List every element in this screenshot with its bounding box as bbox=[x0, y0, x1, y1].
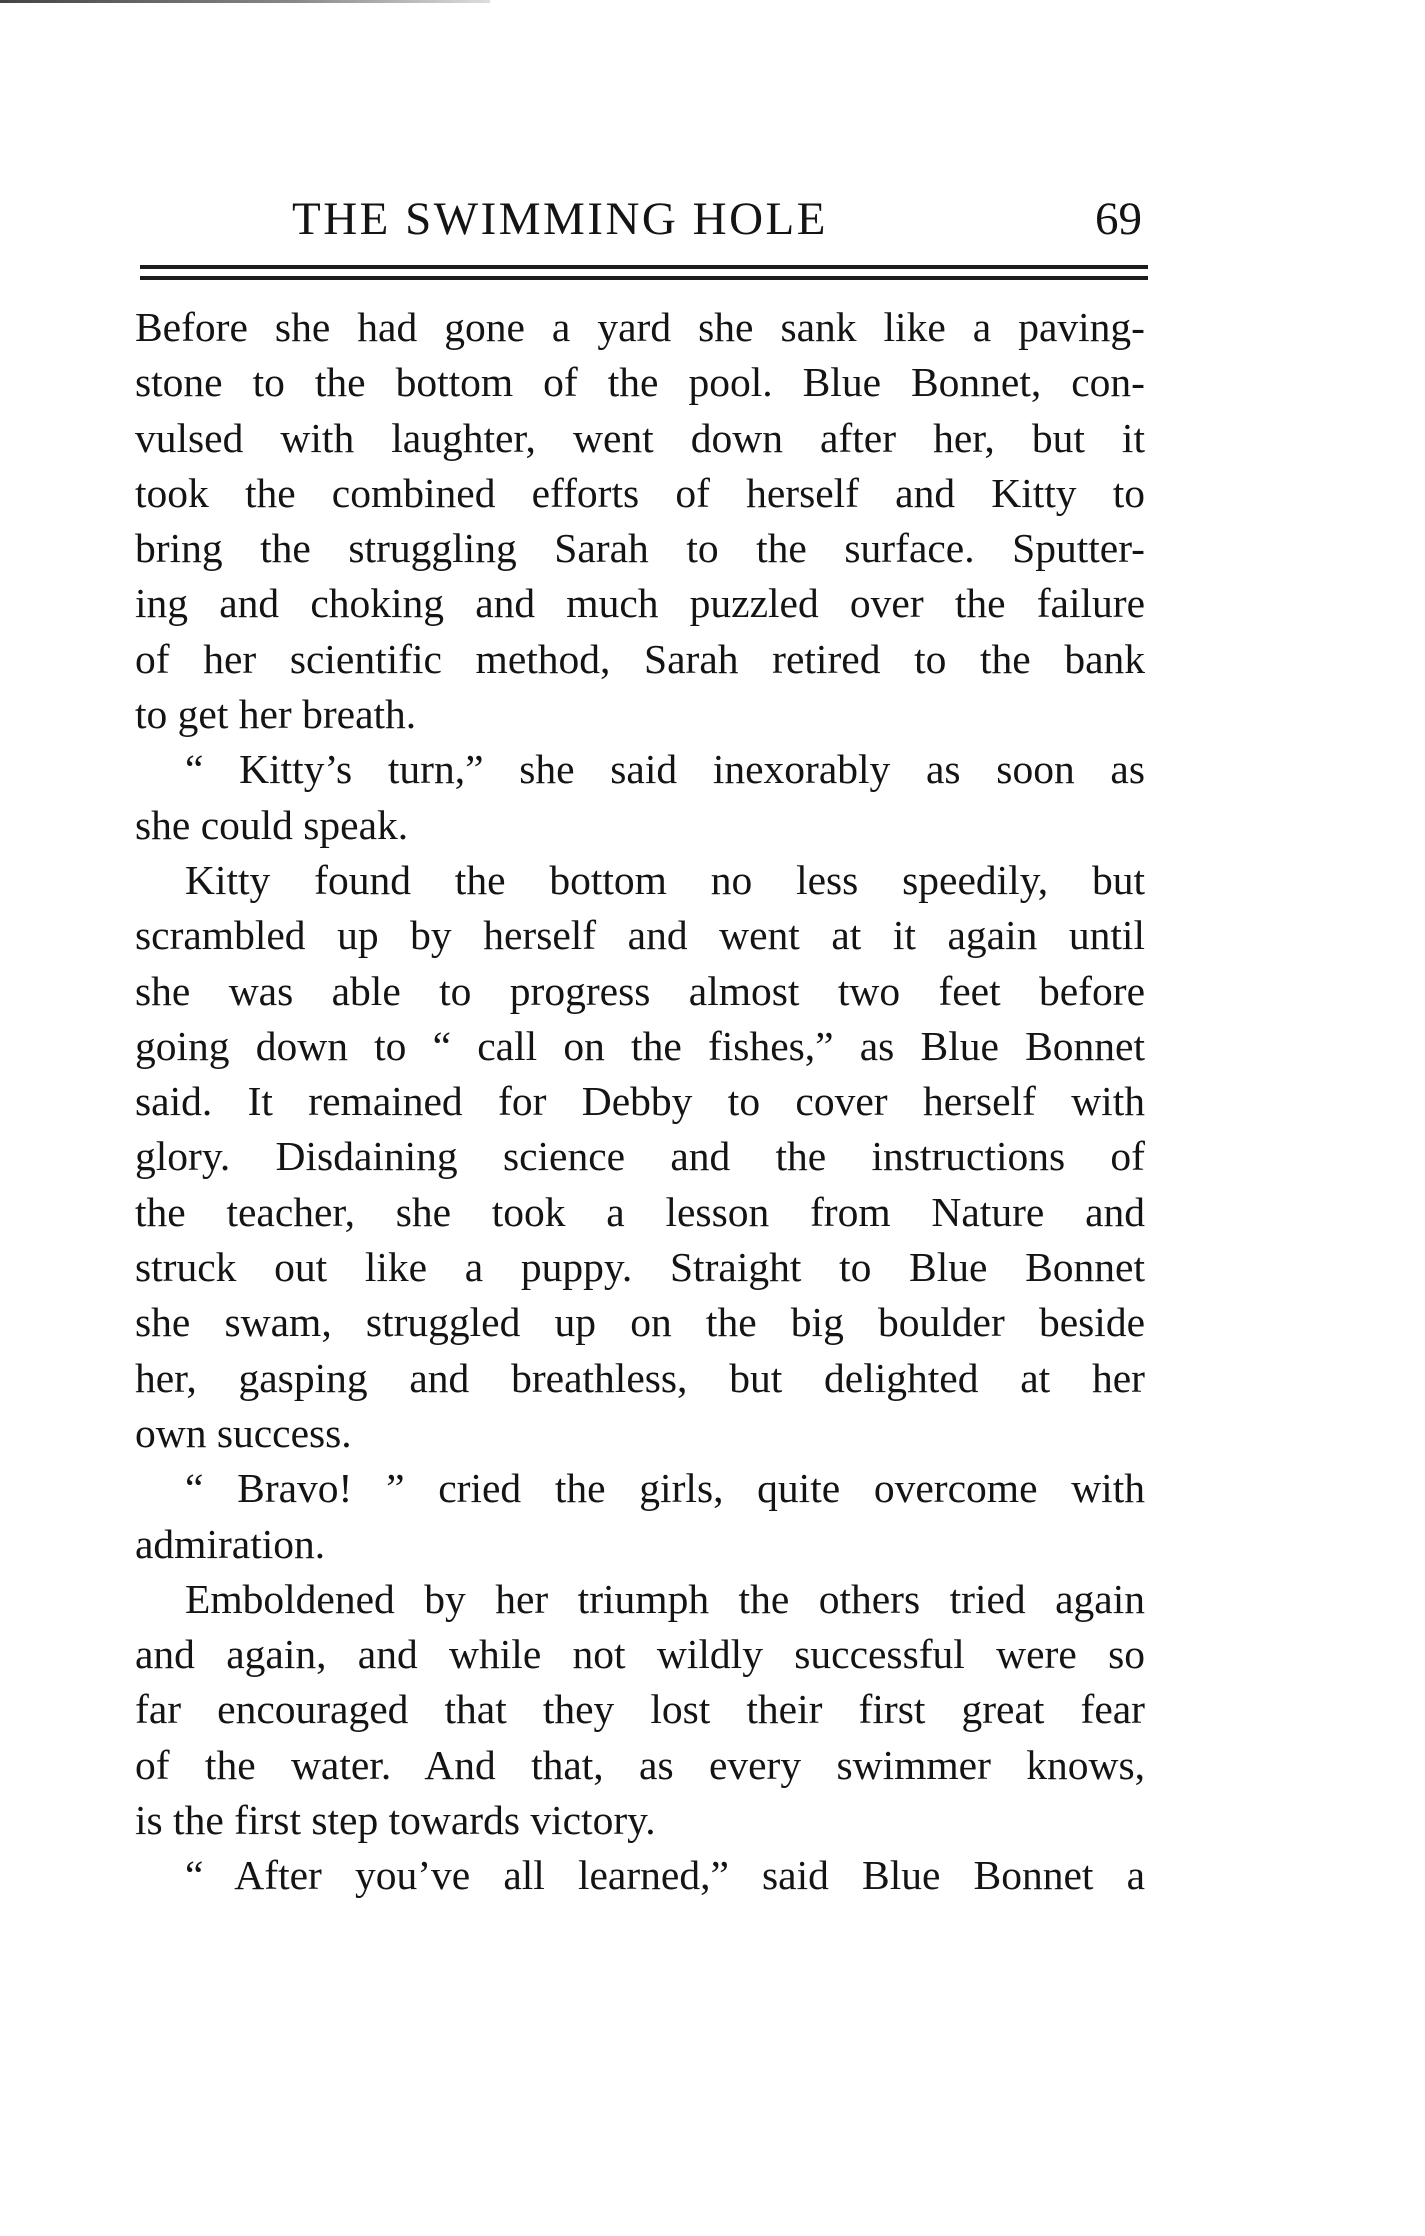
text-line: of her scientific method, Sarah retired to the bank bbox=[135, 635, 1145, 682]
text-line: she could speak. bbox=[135, 801, 409, 848]
page-number: 69 bbox=[1095, 193, 1142, 245]
text-line: of the water. And that, as every swimmer knows, bbox=[135, 1741, 1145, 1788]
header-rule-top bbox=[140, 265, 1148, 269]
scan-edge-mark bbox=[0, 0, 490, 3]
text-line: going down to “ call on the fishes,” as Blue Bonnet bbox=[135, 1022, 1145, 1069]
text-line: to get her breath. bbox=[135, 691, 417, 738]
header-rule-bottom bbox=[140, 276, 1148, 280]
text-line: Kitty found the bottom no less speedily, but bbox=[185, 856, 1145, 903]
text-line: vulsed with laughter, went down after her, but it bbox=[135, 414, 1145, 461]
text-line: stone to the bottom of the pool. Blue Bonnet, con- bbox=[135, 359, 1145, 406]
text-line: Emboldened by her triumph the others tried again bbox=[185, 1575, 1145, 1622]
running-head: THE SWIMMING HOLE bbox=[292, 193, 828, 245]
page-header bbox=[288, 192, 1148, 254]
text-line: the teacher, she took a lesson from Nature and bbox=[135, 1188, 1145, 1235]
text-line: Before she had gone a yard she sank like a paving- bbox=[135, 304, 1145, 350]
text-line: ing and choking and much puzzled over the failure bbox=[135, 580, 1145, 627]
text-line: she was able to progress almost two feet before bbox=[135, 967, 1145, 1014]
text-line: bring the struggling Sarah to the surface. Sputter- bbox=[135, 525, 1145, 572]
text-line: own success. bbox=[135, 1409, 352, 1456]
text-line: struck out like a puppy. Straight to Blue Bonnet bbox=[135, 1244, 1145, 1291]
text-line: took the combined efforts of herself and Kitty to bbox=[135, 469, 1145, 516]
text-line: “ Bravo! ” cried the girls, quite overcome with bbox=[185, 1465, 1145, 1512]
text-line: and again, and while not wildly successful were so bbox=[135, 1631, 1145, 1678]
text-line: far encouraged that they lost their first great fear bbox=[135, 1686, 1145, 1733]
text-line: her, gasping and breathless, but delighted at her bbox=[135, 1354, 1145, 1401]
text-line: is the first step towards victory. bbox=[135, 1797, 656, 1844]
text-line: admiration. bbox=[135, 1520, 326, 1567]
text-line: “ After you’ve all learned,” said Blue Bonnet a bbox=[185, 1852, 1145, 1899]
text-line: “ Kitty’s turn,” she said inexorably as soon as bbox=[185, 746, 1145, 793]
body-text bbox=[135, 300, 1145, 1904]
text-line: scrambled up by herself and went at it again until bbox=[135, 912, 1145, 959]
text-line: she swam, struggled up on the big boulder beside bbox=[135, 1299, 1145, 1346]
text-line: glory. Disdaining science and the instructions of bbox=[135, 1133, 1145, 1180]
text-line: said. It remained for Debby to cover herself with bbox=[135, 1078, 1145, 1125]
